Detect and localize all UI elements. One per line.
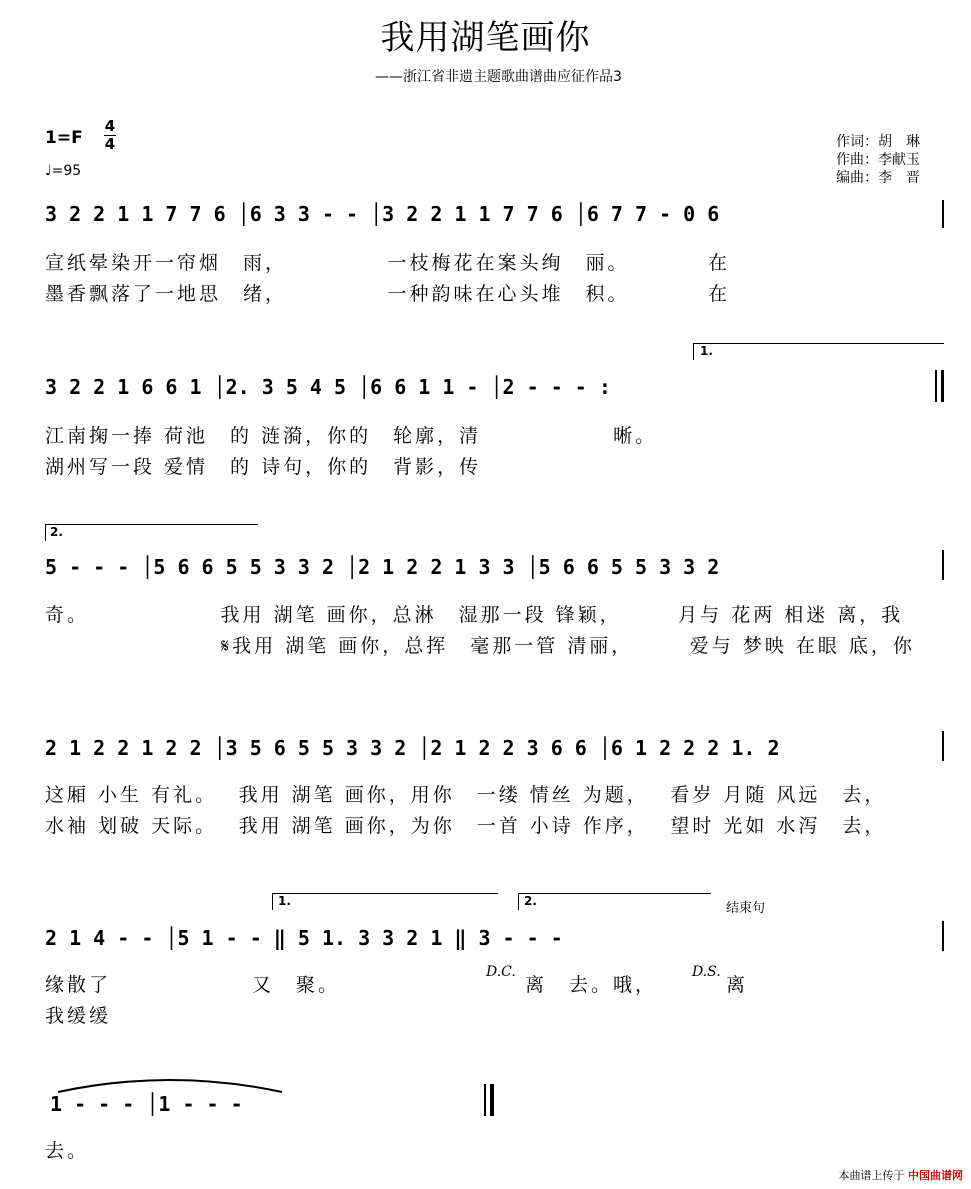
- notes-system-1: 3 2 2 1 1 7 7 6 │6 3 3 - - │3 2 2 1 1 7 7 6 │6 7 7 - 0 6: [45, 202, 720, 226]
- lyrics-system-5-verse-1: 缘散了 又 聚。: [45, 974, 341, 996]
- final-barline-thick: [490, 1084, 494, 1116]
- lyricist: 作词：胡 琳: [836, 134, 920, 150]
- notes-system-5: 2 1 4 - - │5 1 - - ‖ 5 1. 3 3 2 1 ‖ 3 - - -: [45, 926, 563, 950]
- coda-label: 结束句: [726, 901, 766, 916]
- lyrics-after-dc: 离 去。哦，: [525, 974, 658, 996]
- lyrics-system-5-verse-2: 我缓缓: [45, 1005, 112, 1027]
- notes-system-6: 1 - - - │1 - - -: [50, 1092, 243, 1116]
- lyrics-system-1-verse-1: 宣纸晕染开一帘烟 雨， 一枝梅花在案头绚 丽。 在: [45, 252, 731, 274]
- arranger: 编曲：李 晋: [836, 170, 920, 186]
- composer: 作曲：李献玉: [836, 152, 920, 168]
- subtitle: ——浙江省非遗主题歌曲谱曲应征作品3: [375, 69, 622, 85]
- tempo-marking: ♩=95: [45, 163, 82, 179]
- lyrics-system-3-verse-2: 𝄋我用 湖笔 画你，总挥 毫那一管 清丽， 爱与 梦映 在眼 底，你: [45, 635, 915, 657]
- tie-arc: [55, 1074, 285, 1094]
- lyrics-system-2-verse-1: 江南掬一捧 荷池 的 涟漪，你的 轮廓，清 晰。: [45, 425, 658, 447]
- meter-bottom: 4: [104, 135, 116, 153]
- notes-system-2: 3 2 2 1 6 6 1 │2. 3 5 4 5 │6 6 1 1 - │2 - - - :: [45, 375, 611, 399]
- credits: [836, 133, 920, 187]
- time-signature: [104, 118, 116, 153]
- footer-text: 本曲谱上传于: [838, 1169, 905, 1182]
- lyrics-system-4-verse-2: 水袖 划破 天际。 我用 湖笔 画你，为你 一首 小诗 作序， 望时 光如 水泻 去，: [45, 815, 887, 837]
- meter-top: 4: [104, 117, 116, 135]
- lyrics-system-2-verse-2: 湖州写一段 爱情 的 诗句，你的 背影，传: [45, 456, 482, 478]
- lyrics-system-6: 去。: [45, 1140, 90, 1162]
- barline: [942, 200, 944, 228]
- page-title: 我用湖笔画你: [380, 18, 591, 58]
- first-ending-bracket-2: [272, 893, 498, 910]
- final-barline-thin: [484, 1084, 486, 1116]
- lyrics-system-4-verse-1: 这厢 小生 有礼。 我用 湖笔 画你，用你 一缕 情丝 为题， 看岁 月随 风远 去，: [45, 784, 887, 806]
- notes-system-3: 5 - - - │5 6 6 5 5 3 3 2 │2 1 2 2 1 3 3 │5 6 6 5 5 3 3 2: [45, 555, 720, 579]
- footer-watermark: [839, 1167, 964, 1183]
- barline: [942, 731, 944, 761]
- second-ending-bracket-2: [518, 893, 711, 910]
- second-ending-label-2: 2.: [524, 894, 537, 908]
- footer-site: 中国曲谱网: [908, 1169, 963, 1182]
- second-ending-label: 2.: [50, 525, 63, 539]
- lyrics-system-3-verse-1: 奇。 我用 湖笔 画你，总淋 湿那一段 锋颖， 月与 花两 相迷 离，我: [45, 604, 904, 626]
- second-ending-bracket: [45, 524, 258, 541]
- key-signature: 1=F: [45, 128, 83, 148]
- notes-system-4: 2 1 2 2 1 2 2 │3 5 6 5 5 3 3 2 │2 1 2 2 3 6 6 │6 1 2 2 2 1. 2: [45, 736, 780, 760]
- lyrics-system-1-verse-2: 墨香飘落了一地思 绪， 一种韵味在心头堆 积。 在: [45, 283, 731, 305]
- repeat-barline-thick: [941, 370, 944, 402]
- da-capo-marking: D.C.: [486, 964, 516, 980]
- lyrics-after-ds: 离: [726, 974, 749, 996]
- dal-segno-marking: D.S.: [692, 964, 721, 980]
- barline: [942, 550, 944, 580]
- repeat-barline-thin: [935, 370, 937, 402]
- barline: [942, 921, 944, 951]
- first-ending-label-2: 1.: [278, 894, 291, 908]
- first-ending-bracket: [693, 343, 944, 360]
- first-ending-label: 1.: [700, 344, 713, 358]
